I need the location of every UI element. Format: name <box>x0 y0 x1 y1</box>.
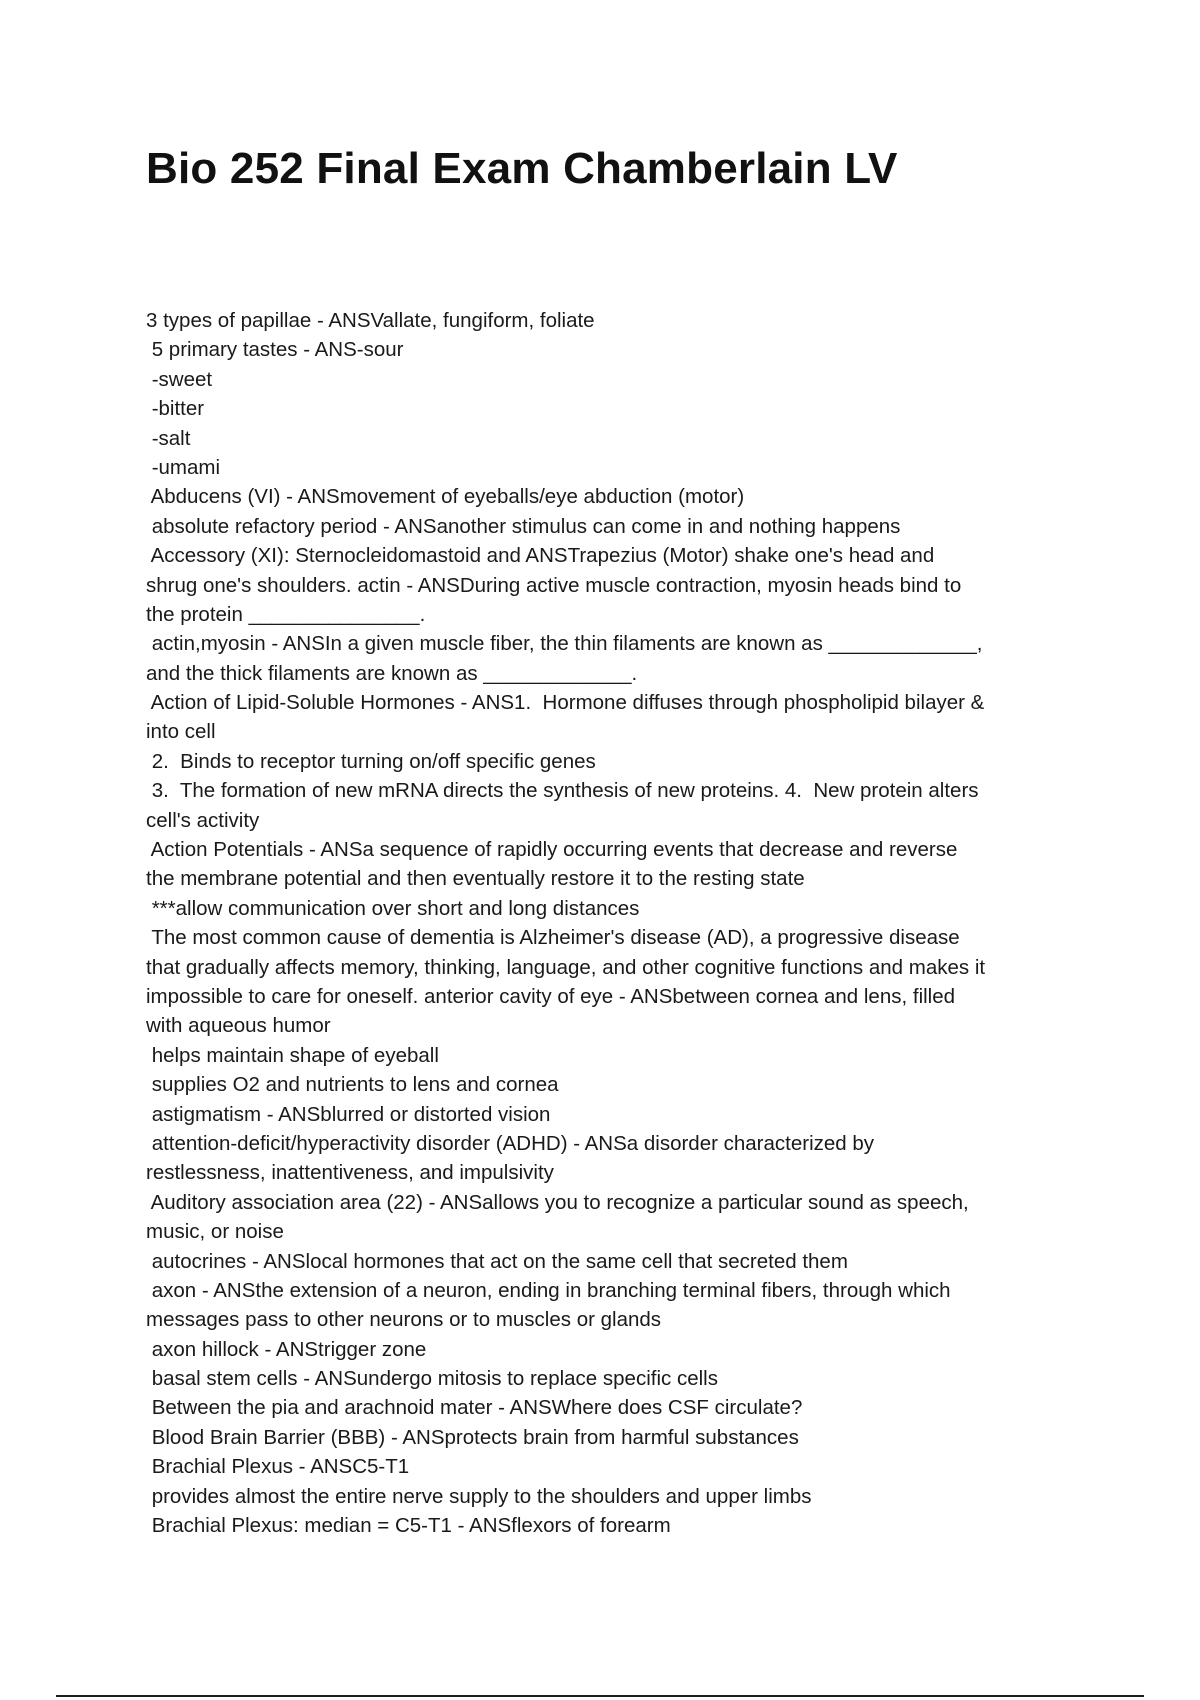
text-line: impossible to care for oneself. anterior cavity of eye - ANSbetween cornea and lens, filled <box>146 984 956 1008</box>
text-line: Abducens (VI) - ANSmovement of eyeballs/eye abduction (motor) <box>146 485 745 509</box>
text-line: axon hillock - ANStrigger zone <box>146 1337 427 1361</box>
text-line: -sweet <box>146 367 213 391</box>
text-line: Blood Brain Barrier (BBB) - ANSprotects brain from harmful substances <box>146 1425 799 1449</box>
text-line: and the thick filaments are known as _____________. <box>146 661 638 685</box>
text-line: -salt <box>146 426 191 450</box>
text-line: absolute refactory period - ANSanother stimulus can come in and nothing happens <box>146 514 901 538</box>
text-line: 3 types of papillae - ANSVallate, fungiform, foliate <box>146 309 595 332</box>
text-line: 3. The formation of new mRNA directs the synthesis of new proteins. 4. New protein alters <box>146 779 979 803</box>
text-line: The most common cause of dementia is Alzheimer's disease (AD), a progressive disease <box>146 926 960 950</box>
text-line: autocrines - ANSlocal hormones that act on the same cell that secreted them <box>146 1249 848 1273</box>
text-line: Brachial Plexus - ANSC5-T1 <box>146 1455 410 1479</box>
text-line: Between the pia and arachnoid mater - ANSWhere does CSF circulate? <box>146 1396 803 1420</box>
text-line: Action Potentials - ANSa sequence of rapidly occurring events that decrease and reverse <box>146 838 958 862</box>
text-line: helps maintain shape of eyeball <box>146 1043 439 1067</box>
text-line: cell's activity <box>146 808 260 832</box>
text-line: ***allow communication over short and long distances <box>146 896 640 920</box>
text-line: messages pass to other neurons or to muscles or glands <box>146 1308 662 1332</box>
text-line: that gradually affects memory, thinking, language, and other cognitive functions and makes it <box>146 955 986 979</box>
text-line: Auditory association area (22) - ANSallows you to recognize a particular sound as speech, <box>146 1190 969 1214</box>
text-line: the protein _______________. <box>146 602 426 626</box>
text-line: shrug one's shoulders. actin - ANSDuring active muscle contraction, myosin heads bind to <box>146 573 962 597</box>
text-line: 2. Binds to receptor turning on/off specific genes <box>146 749 596 773</box>
text-line: -umami <box>146 455 221 479</box>
text-line: actin,myosin - ANSIn a given muscle fiber, the thin filaments are known as _____________, <box>146 632 983 656</box>
text-line: basal stem cells - ANSundergo mitosis to replace specific cells <box>146 1367 718 1391</box>
text-line: Brachial Plexus: median = C5-T1 - ANSflexors of forearm <box>146 1514 671 1538</box>
text-line: with aqueous humor <box>146 1014 331 1038</box>
text-line: 5 primary tastes - ANS-sour <box>146 338 404 362</box>
text-line: -bitter <box>146 397 205 421</box>
text-line: into cell <box>146 720 216 744</box>
text-line: Action of Lipid-Soluble Hormones - ANS1. Hormone diffuses through phospholipid bilayer & <box>146 691 985 715</box>
page-title: Bio 252 Final Exam Chamberlain LV <box>146 144 898 193</box>
text-line: attention-deficit/hyperactivity disorder (ADHD) - ANSa disorder characterized by <box>146 1131 875 1155</box>
text-line: provides almost the entire nerve supply to the shoulders and upper limbs <box>146 1484 812 1508</box>
text-line: Accessory (XI): Sternocleidomastoid and ANSTrapezius (Motor) shake one's head and <box>146 544 935 568</box>
text-line: astigmatism - ANSblurred or distorted vision <box>146 1102 551 1126</box>
text-line: music, or noise <box>146 1220 284 1244</box>
text-line: axon - ANSthe extension of a neuron, ending in branching terminal fibers, through which <box>146 1278 951 1302</box>
footer-divider <box>56 1695 1144 1697</box>
document-body <box>146 306 1076 1540</box>
text-line: the membrane potential and then eventually restore it to the resting state <box>146 867 805 891</box>
text-line: restlessness, inattentiveness, and impulsivity <box>146 1161 554 1185</box>
text-line: supplies O2 and nutrients to lens and cornea <box>146 1073 559 1097</box>
